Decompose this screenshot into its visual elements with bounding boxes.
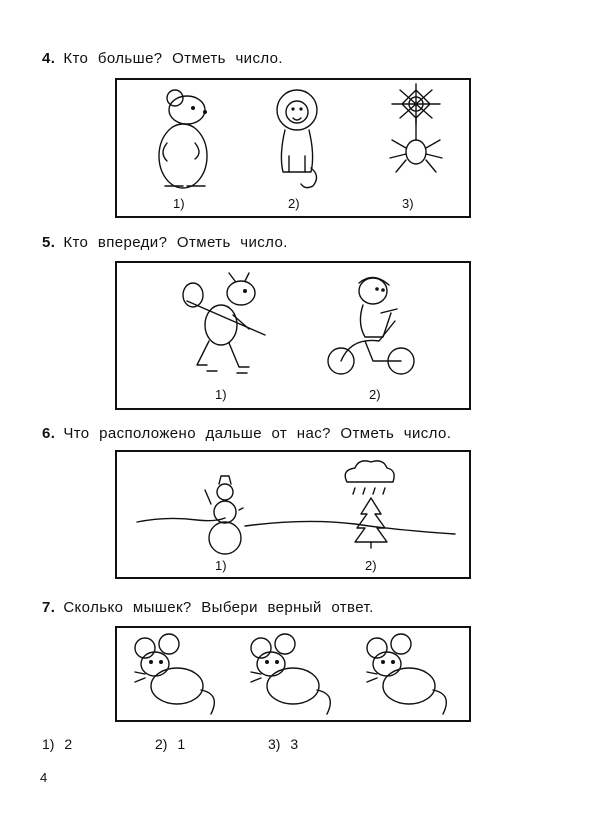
answer-value: 2 (64, 736, 73, 752)
question-text: Кто больше? Отметь число. (63, 50, 283, 67)
option-2-label[interactable]: 2) (369, 387, 381, 402)
option-1-label[interactable]: 1) (173, 196, 185, 211)
question-text: Что расположено дальше от нас? Отметь число. (63, 425, 452, 442)
task-4-question (42, 50, 283, 67)
answer-option-3[interactable] (268, 736, 298, 752)
task-number: 5. (42, 234, 56, 251)
answer-value: 3 (290, 736, 299, 752)
monkey-on-scooter-icon (325, 271, 420, 386)
snowman-icon (199, 474, 249, 554)
task-6-picture-frame (115, 450, 471, 579)
task-6-question (42, 425, 451, 442)
task-number: 6. (42, 425, 56, 442)
answer-label: 1) (42, 736, 55, 752)
task-5-question (42, 234, 288, 251)
page-number: 4 (40, 770, 48, 785)
answer-option-2[interactable] (155, 736, 185, 752)
mouse-icon (145, 88, 215, 193)
task-number: 4. (42, 50, 56, 67)
answer-label: 2) (155, 736, 168, 752)
question-text: Кто впереди? Отметь число. (63, 234, 288, 251)
option-2-label[interactable]: 2) (288, 196, 300, 211)
mouse-icon (245, 634, 341, 718)
answer-label: 3) (268, 736, 281, 752)
option-3-label[interactable]: 3) (402, 196, 414, 211)
spider-icon (382, 82, 452, 192)
snowy-tree-with-cloud-icon (339, 458, 399, 548)
task-number: 7. (42, 599, 56, 616)
ant-traveler-icon (179, 271, 274, 386)
mouse-icon (129, 634, 225, 718)
answer-option-1[interactable] (42, 736, 72, 752)
question-text: Сколько мышек? Выбери верный ответ. (63, 599, 374, 616)
option-2-label[interactable]: 2) (365, 558, 377, 573)
task-7-question (42, 599, 374, 616)
option-1-label[interactable]: 1) (215, 558, 227, 573)
mouse-icon (361, 634, 457, 718)
answer-value: 1 (177, 736, 186, 752)
task-4-picture-frame (115, 78, 471, 218)
task-5-picture-frame (115, 261, 471, 410)
snow-horizon-line (117, 452, 473, 581)
lion-icon (267, 88, 327, 198)
task-7-picture-frame (115, 626, 471, 722)
option-1-label[interactable]: 1) (215, 387, 227, 402)
